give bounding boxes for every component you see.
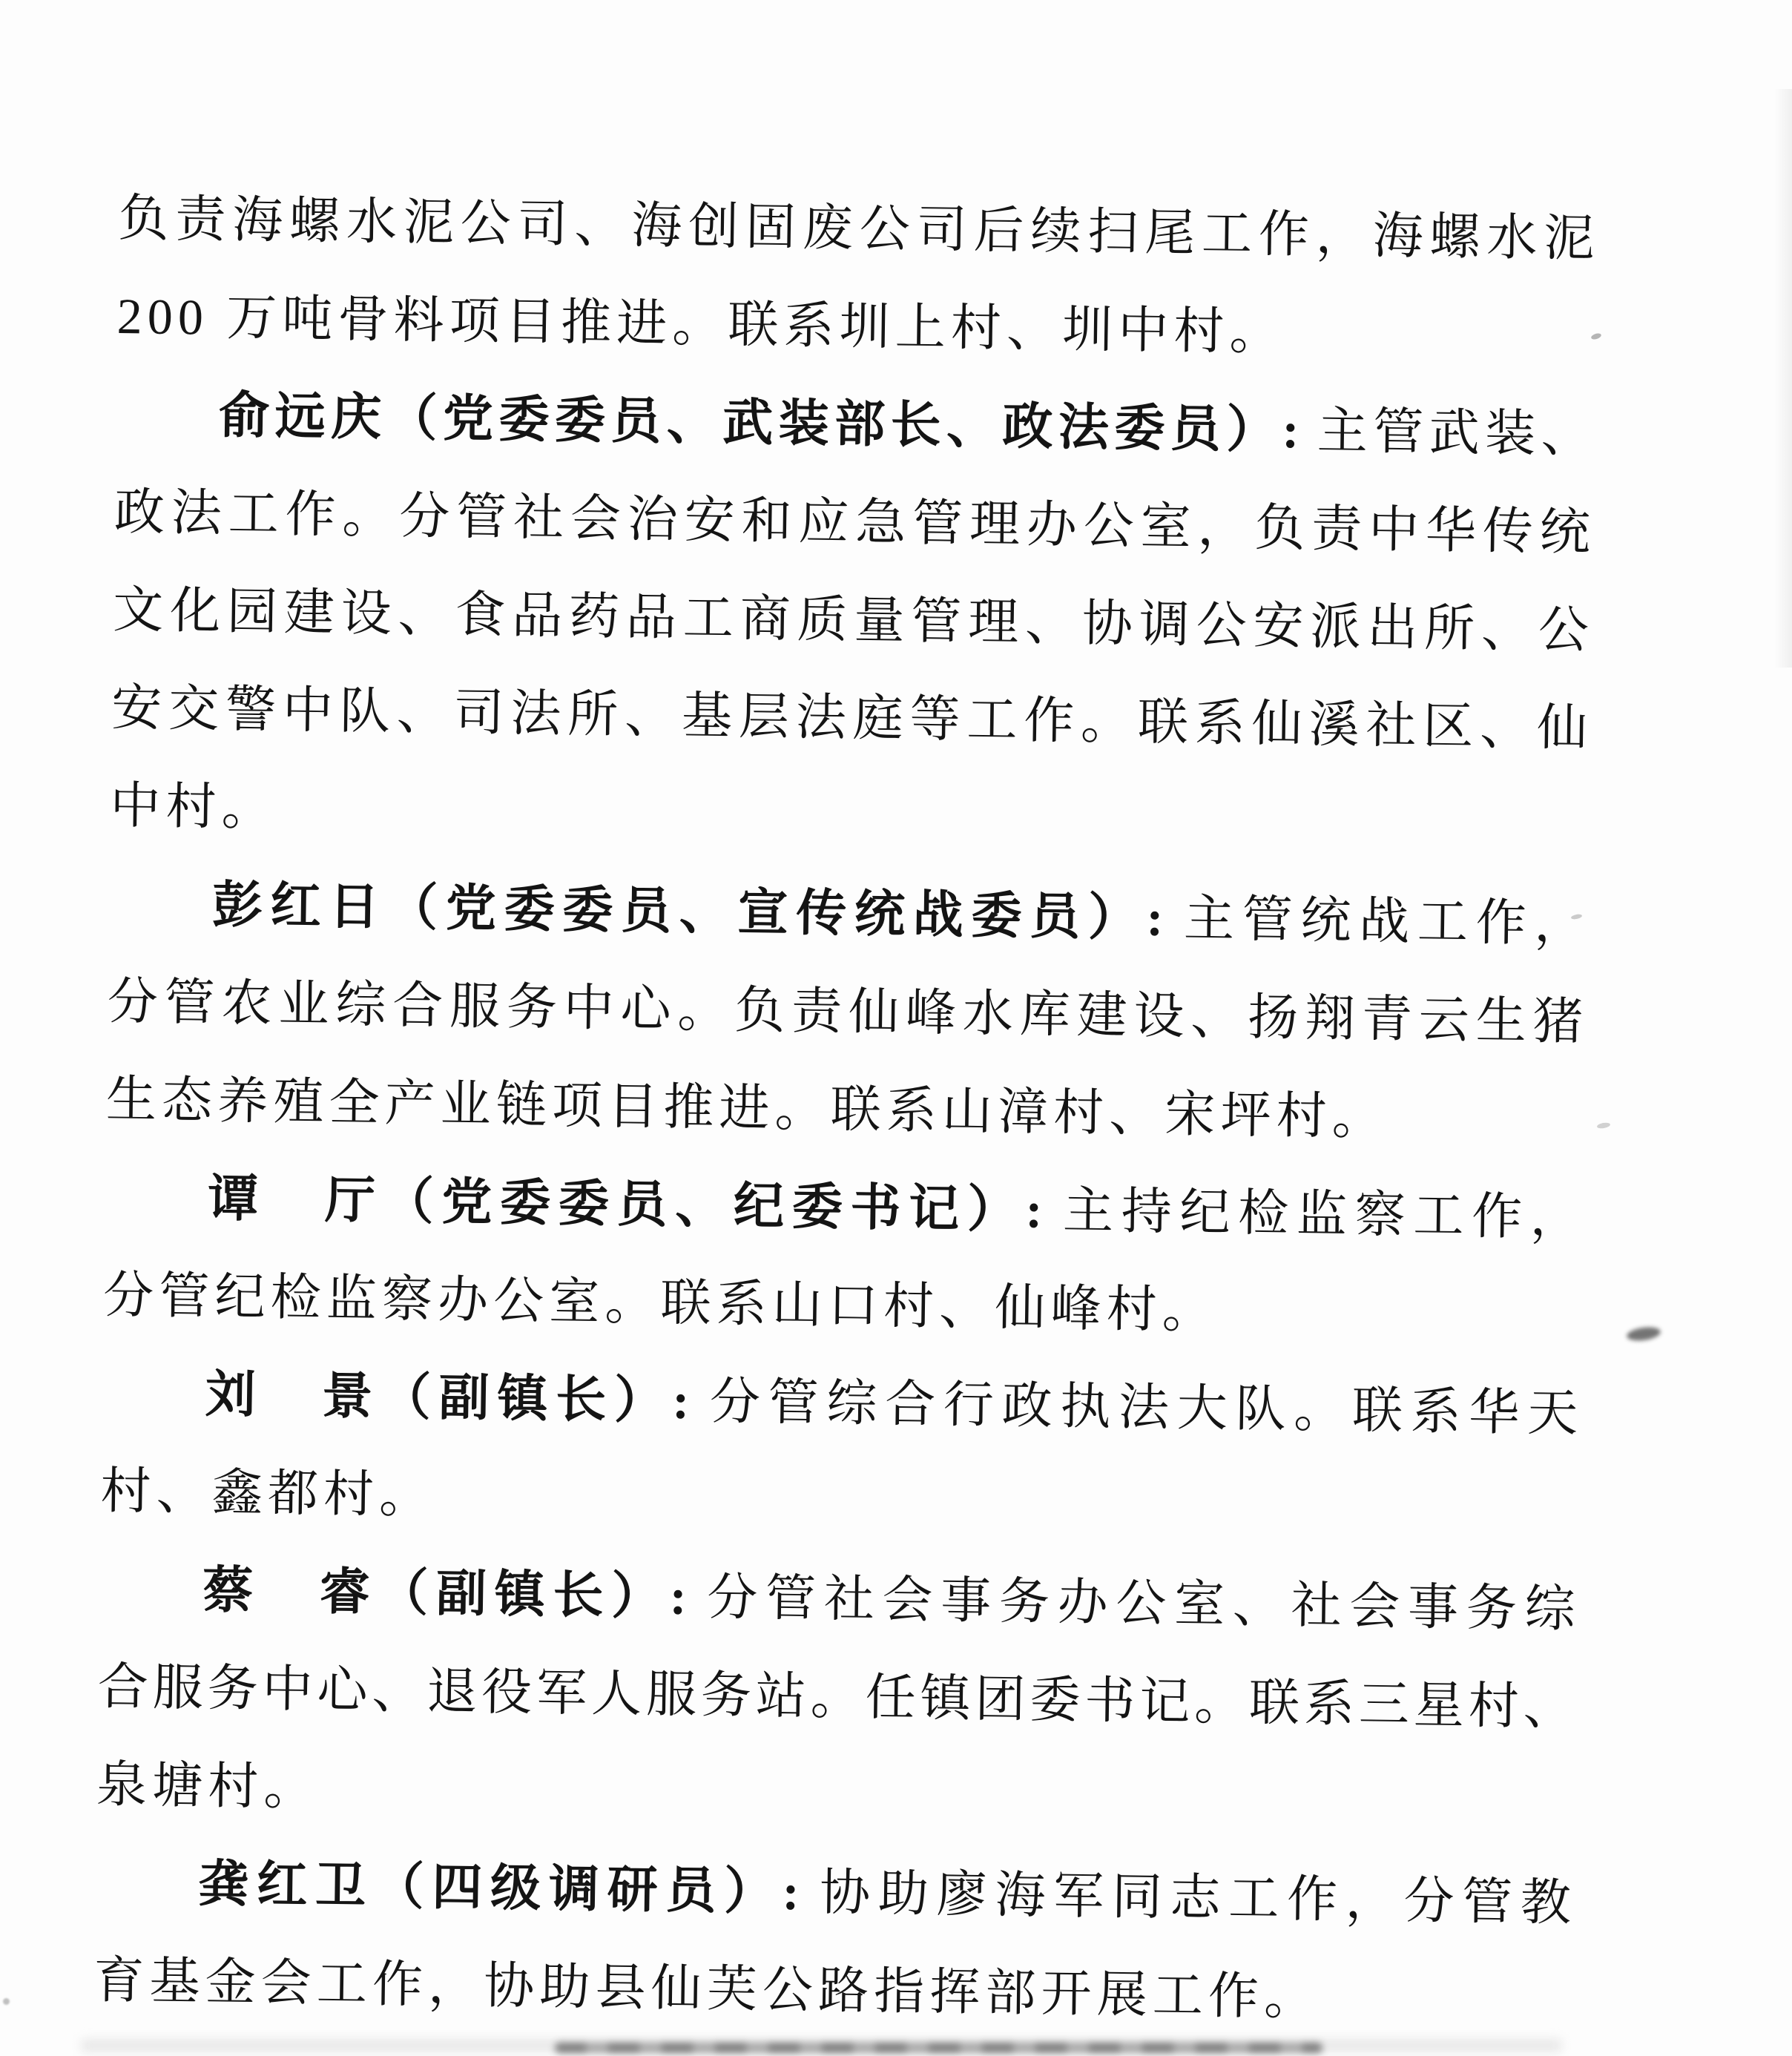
- scan-speck: [3, 1998, 10, 2005]
- official-name-title: 俞远庆（党委委员、武装部长、政法委员）:: [218, 386, 1299, 459]
- line-text: 协助廖海军同志工作，分管教: [798, 1864, 1572, 1931]
- line-text: 负责海螺水泥公司、海创固废公司后续扫尾工作，海螺水泥: [117, 190, 1595, 267]
- line-text: 分管社会事务办公室、社会事务综: [686, 1568, 1576, 1638]
- line-text: 主持纪检监察工作，: [1041, 1182, 1581, 1246]
- line-text: 分管农业综合服务中心。负责仙峰水库建设、扬翔青云生猪: [107, 972, 1584, 1050]
- official-name-title: 谭 厅（党委委员、纪委书记）:: [207, 1170, 1043, 1239]
- text-line: [93, 1931, 1570, 2050]
- line-text: 200 万吨骨料项目推进。联系圳上村、圳中村。: [116, 287, 1286, 360]
- line-text: 分管纪检监察办公室。联系山口村、仙峰村。: [102, 1266, 1219, 1339]
- line-text: 主管统战工作，: [1162, 889, 1585, 952]
- official-name-title: 彭红日（党委委员、宣传统战委员）:: [211, 876, 1164, 946]
- line-text: 生态养殖全产业链项目推进。联系山漳村、宋坪村。: [105, 1070, 1389, 1146]
- cutoff-text-blur: [555, 2043, 1322, 2053]
- scan-speck: [1597, 1121, 1611, 1129]
- official-name-title: 蔡 睿（副镇长）:: [202, 1561, 688, 1625]
- text-line: [111, 659, 1588, 777]
- line-text: 泉塘村。: [96, 1756, 320, 1816]
- line-text: 合服务中心、退役军人服务站。任镇团委书记。联系三星村、: [97, 1658, 1575, 1736]
- line-text: 育基金会工作，协助县仙芙公路指挥部开展工作。: [93, 1951, 1320, 2026]
- line-text: 安交警中队、司法所、基层法庭等工作。联系仙溪社区、仙: [111, 679, 1588, 757]
- line-text: 主管武装、: [1298, 402, 1592, 463]
- line-text: 中村。: [109, 777, 278, 837]
- line-text: 文化园建设、食品药品工商质量管理、协调公安派出所、公: [112, 581, 1590, 659]
- line-text: 政法工作。分管社会治安和应急管理办公室，负责中华传统: [113, 483, 1591, 561]
- official-name-title: 龚红卫（四级调研员）:: [198, 1855, 800, 1921]
- line-text: 村、鑫都村。: [100, 1462, 435, 1524]
- scan-smudge: [1626, 1325, 1661, 1342]
- scan-edge-shade: [1774, 89, 1792, 668]
- line-text: 分管综合行政执法大队。联系华天: [688, 1372, 1578, 1442]
- official-name-title: 刘 景（副镇长）:: [205, 1365, 690, 1429]
